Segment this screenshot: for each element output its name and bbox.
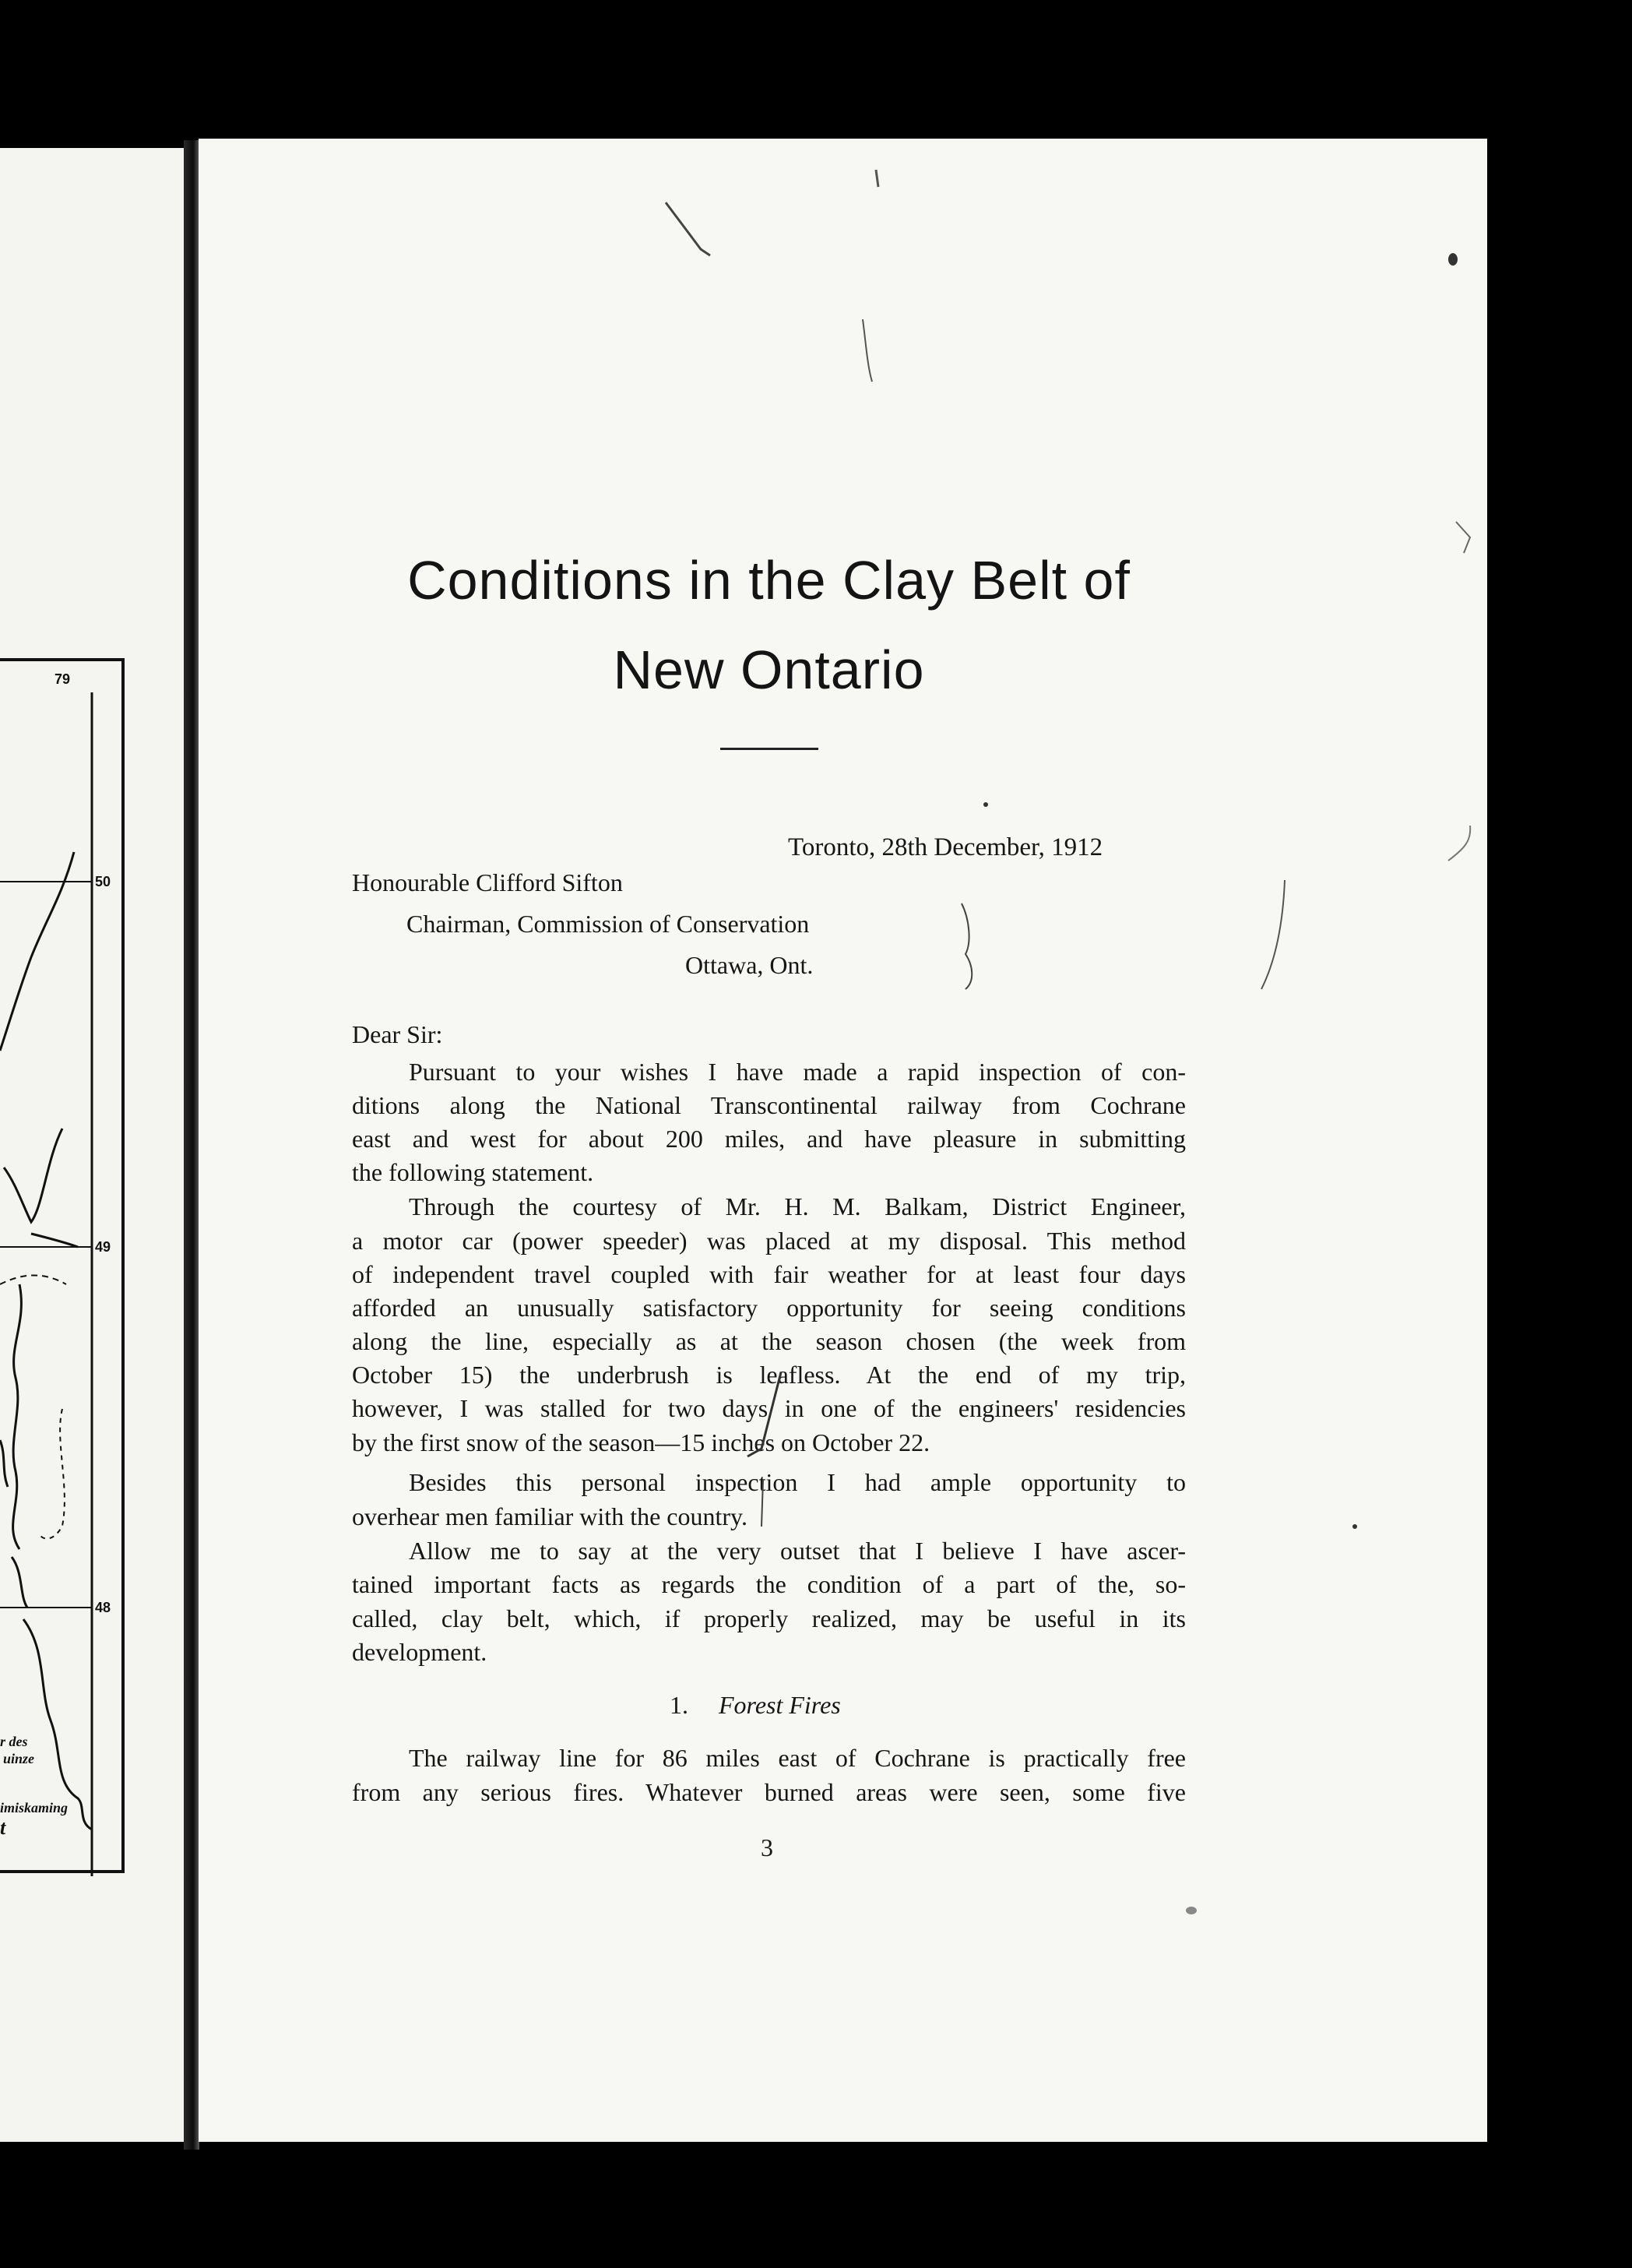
document-title-line-2: New Ontario: [613, 639, 925, 700]
para2-line-5: along the line, especially as at the season chosen (the week from: [352, 1327, 1186, 1355]
title-divider: [720, 748, 818, 750]
para4-line-3: called, clay belt, which, if properly realized, may be useful in its: [352, 1604, 1186, 1632]
para1-line-1: Pursuant to your wishes I have made a rapid inspection of con-: [409, 1058, 1186, 1086]
left-facing-page: [0, 148, 185, 2142]
map-label-lat-49: 49: [95, 1239, 111, 1255]
book-gutter: [184, 140, 199, 2150]
ink-speck: [983, 802, 988, 807]
para2-line-1: Through the courtesy of Mr. H. M. Balkam, District Engineer,: [409, 1192, 1186, 1220]
para2-line-8: by the first snow of the season—15 inches on October 22.: [352, 1428, 930, 1456]
para2-line-6: October 15) the underbrush is leafless. At the end of my trip,: [352, 1361, 1186, 1389]
para2-line-4: afforded an unusually satisfactory opportunity for seeing conditions: [352, 1294, 1186, 1322]
para5-line-1: The railway line for 86 miles east of Cochrane is practically free: [409, 1744, 1186, 1772]
section-number: 1.: [670, 1691, 688, 1719]
para2-line-2: a motor car (power speeder) was placed at my disposal. This method: [352, 1227, 1186, 1255]
para5-line-2: from any serious fires. Whatever burned areas were seen, some five: [352, 1778, 1186, 1806]
map-drawing: [0, 661, 125, 1876]
para1-line-3: east and west for about 200 miles, and have pleasure in submitting: [352, 1125, 1186, 1153]
ink-speck: [1448, 253, 1458, 266]
para1-line-2: ditions along the National Transcontinental railway from Cochrane: [352, 1091, 1186, 1119]
para3-line-2: overhear men familiar with the country.: [352, 1502, 747, 1530]
address-line-2: Chairman, Commission of Conservation: [406, 910, 810, 938]
dateline: Toronto, 28th December, 1912: [788, 833, 1103, 861]
para4-line-2: tained important facts as regards the condition of a part of the, so-: [352, 1570, 1186, 1598]
para3-line-1: Besides this personal inspection I had ample opportunity to: [409, 1468, 1186, 1496]
map-place-label-4: t: [0, 1816, 6, 1839]
address-line-3: Ottawa, Ont.: [685, 951, 814, 979]
para2-line-7: however, I was stalled for two days in one of the engineers' residencies: [352, 1394, 1186, 1422]
ink-speck: [1352, 1524, 1357, 1529]
page-number: 3: [761, 1833, 773, 1861]
para2-line-3: of independent travel coupled with fair weather for at least four days: [352, 1260, 1186, 1288]
para4-line-4: development.: [352, 1638, 487, 1666]
map-label-lat-50: 50: [95, 874, 111, 889]
map-label-lat-48: 48: [95, 1600, 111, 1615]
map-place-label-1: r des: [0, 1734, 28, 1749]
map-label-longitude: 79: [55, 671, 71, 687]
map-fragment: [0, 658, 125, 1873]
address-line-1: Honourable Clifford Sifton: [352, 868, 623, 896]
document-title-line-1: Conditions in the Clay Belt of: [407, 550, 1131, 611]
map-place-label-3: imiskaming: [0, 1800, 69, 1815]
salutation: Dear Sir:: [352, 1020, 443, 1048]
para1-line-4: the following statement.: [352, 1158, 594, 1186]
map-place-label-2: uinze: [3, 1751, 35, 1766]
para4-line-1: Allow me to say at the very outset that I believe I have ascer-: [409, 1537, 1186, 1565]
ink-speck: [1186, 1907, 1197, 1914]
section-title: Forest Fires: [719, 1691, 841, 1719]
